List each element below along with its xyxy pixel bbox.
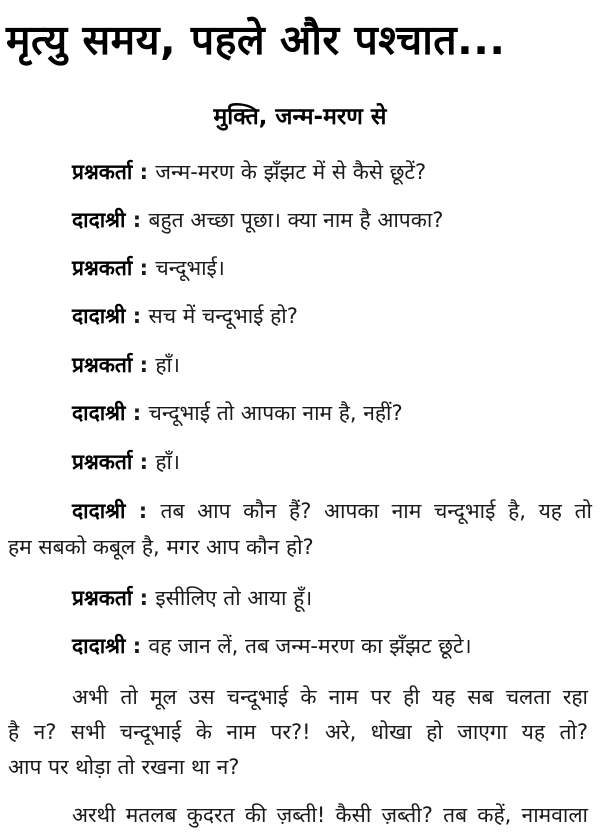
- dialogue-line: [72, 157, 596, 187]
- speaker-separator: :: [125, 634, 149, 658]
- dialogue-text: हाँ।: [155, 450, 180, 474]
- paragraph-line: आप पर थोड़ा तो रखना था न?: [8, 755, 240, 779]
- dialogue-line: [72, 301, 596, 331]
- dialogue-text: इसीलिए तो आया हूँ।: [155, 586, 313, 610]
- dialogue-line: [72, 253, 596, 283]
- dialogue-text: चन्दूभाई।: [155, 256, 225, 280]
- dialogue-line: [72, 350, 596, 380]
- dialogue-text: चन्दूभाई तो आपका नाम है, नहीं?: [148, 401, 403, 425]
- speaker-separator: :: [132, 353, 156, 377]
- dialogue-text: जन्म-मरण के झँझट में से कैसे छूटें?: [155, 160, 427, 184]
- dialogue-line: [72, 583, 596, 613]
- section-heading: मुक्ति, जन्म-मरण से: [213, 104, 387, 130]
- speaker-label: प्रश्नकर्ता: [72, 256, 133, 280]
- speaker-separator: :: [132, 450, 156, 474]
- speaker-label: दादाश्री: [72, 304, 126, 328]
- speaker-label: प्रश्नकर्ता: [72, 353, 133, 377]
- dialogue-text: तब आप कौन हैं? आपका नाम चन्दूभाई है, यह तो: [160, 499, 592, 523]
- speaker-label: प्रश्नकर्ता: [72, 450, 133, 474]
- dialogue-continuation: हम सबको कबूल है, मगर आप कौन हो?: [8, 535, 314, 559]
- speaker-label: दादाश्री: [72, 401, 126, 425]
- speaker-separator: :: [125, 499, 161, 523]
- speaker-label: प्रश्नकर्ता: [72, 586, 133, 610]
- paragraph-line: है न? सभी चन्दूभाई के नाम पर?! अरे, धोखा हो जाएगा यह तो?: [8, 720, 588, 744]
- speaker-label: दादाश्री: [72, 634, 126, 658]
- speaker-separator: :: [125, 401, 149, 425]
- dialogue-line: [72, 496, 592, 526]
- speaker-label: दादाश्री: [72, 499, 126, 523]
- speaker-separator: :: [125, 208, 149, 232]
- speaker-separator: :: [132, 586, 156, 610]
- speaker-separator: :: [132, 256, 156, 280]
- speaker-separator: :: [132, 160, 156, 184]
- dialogue-line: [72, 631, 596, 661]
- speaker-label: प्रश्नकर्ता: [72, 160, 133, 184]
- speaker-label: दादाश्री: [72, 208, 126, 232]
- paragraph-line: अभी तो मूल उस चन्दूभाई के नाम पर ही यह सब चलता रहा: [72, 685, 588, 709]
- speaker-separator: :: [125, 304, 149, 328]
- dialogue-line: [72, 447, 596, 477]
- dialogue-text: वह जान लें, तब जन्म-मरण का झँझट छूटे।: [148, 634, 472, 658]
- dialogue-line: [72, 398, 596, 428]
- paragraph-line: अरथी मतलब कुदरत की ज़ब्ती! कैसी ज़ब्ती? तब कहें, नामवाला: [72, 803, 588, 827]
- page-title: मृत्यु समय, पहले और पश्चात...: [6, 16, 506, 64]
- dialogue-text: सच में चन्दूभाई हो?: [148, 304, 298, 328]
- dialogue-line: [72, 205, 596, 235]
- dialogue-text: हाँ।: [155, 353, 180, 377]
- dialogue-text: बहुत अच्छा पूछा। क्या नाम है आपका?: [148, 208, 444, 232]
